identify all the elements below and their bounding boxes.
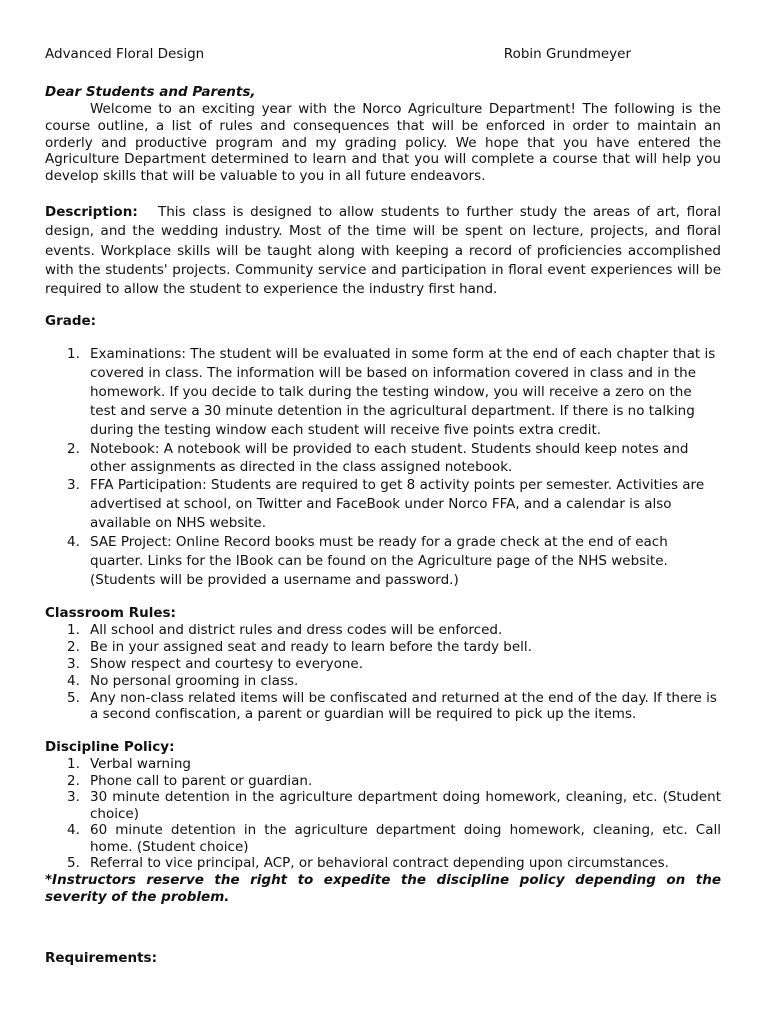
list-item xyxy=(45,756,721,773)
list-number: 4. xyxy=(67,534,80,551)
list-number: 2. xyxy=(67,772,80,789)
list-text: Any non-class related items will be confiscated and returned at the end of the day. If there is a second confiscation, a parent or guardian will be required to pick up the items. xyxy=(90,689,717,723)
intro-paragraph: Welcome to an exciting year with the Norco Agriculture Department! The following is the course outline, a list of rules and consequences that will be enforced in order to maintain an orderly and productive program and my grading policy. We hope that you have entered the Agriculture Department determined to learn and that you will complete a course that will help you develop skills that will be valuable to you in all future endeavors. xyxy=(45,101,721,185)
list-item xyxy=(45,345,721,440)
list-number: 1. xyxy=(67,346,80,363)
document-header xyxy=(45,44,721,64)
instructor-name: Robin Grundmeyer xyxy=(503,46,631,62)
description-text: This class is designed to allow students to further study the areas of art, floral design, and the wedding industry. Most of the time will be spent on lecture, projects, and floral events. Workplace skills will be taught along with keeping a record of proficiencies accomplished with the students' projects. Community service and participation in floral event experiences will be required to allow the student to experience the industry first hand. xyxy=(45,203,722,298)
list-item xyxy=(45,690,721,724)
discipline-note: *Instructors reserve the right to expedite the discipline policy depending on the severity of the problem. xyxy=(45,871,721,905)
list-number: 3. xyxy=(67,789,80,806)
grade-heading: Grade: xyxy=(45,313,97,330)
list-number: 1. xyxy=(67,756,80,773)
list-number: 1. xyxy=(67,622,80,639)
discipline-policy-heading: Discipline Policy: xyxy=(45,739,175,756)
list-number: 2. xyxy=(67,639,80,656)
list-item xyxy=(45,656,721,673)
list-item xyxy=(45,622,721,639)
list-text: No personal grooming in class. xyxy=(90,672,299,689)
list-text: Examinations: The student will be evaluated in some form at the end of each chapter that is covered in class. The information will be based on information covered in class and in the homework. If you decide to talk during the testing window, you will receive a zero on the test and serve a 30 minute detention in the agricultural department. If there is no talking during the testing window each student will receive five points extra credit. xyxy=(90,346,716,439)
list-text: FFA Participation: Students are required to get 8 activity points per semester. Activities are advertised at school, on Twitter and FaceBook under Norco FFA, and a calendar is also available on NHS website. xyxy=(90,477,705,532)
list-number: 3. xyxy=(67,477,80,494)
list-number: 4. xyxy=(67,822,80,839)
list-number: 5. xyxy=(67,855,80,872)
list-number: 5. xyxy=(67,689,80,706)
list-item xyxy=(45,476,721,533)
discipline-policy-list xyxy=(45,756,721,872)
requirements-heading: Requirements: xyxy=(45,950,157,966)
list-item xyxy=(45,789,721,822)
list-item xyxy=(45,639,721,656)
list-text: Referral to vice principal, ACP, or behavioral contract depending upon circumstances. xyxy=(90,855,669,872)
list-item xyxy=(45,533,721,590)
greeting: Dear Students and Parents, xyxy=(45,84,256,100)
list-text: 60 minute detention in the agriculture department doing homework, cleaning, etc. Call home. (Student choice) xyxy=(90,822,721,855)
classroom-rules-heading: Classroom Rules: xyxy=(45,605,176,622)
list-text: Verbal warning xyxy=(90,756,191,773)
list-text: Show respect and courtesy to everyone. xyxy=(90,656,363,673)
classroom-rules-list xyxy=(45,622,721,723)
list-item xyxy=(45,440,721,476)
list-item xyxy=(45,855,721,872)
list-text: Phone call to parent or guardian. xyxy=(90,772,313,789)
description-paragraph xyxy=(45,203,721,299)
list-text: Notebook: A notebook will be provided to each student. Students should keep notes and other assignments as directed in the class assigned notebook. xyxy=(90,441,689,476)
list-number: 3. xyxy=(67,656,80,673)
list-number: 4. xyxy=(67,672,80,689)
list-item xyxy=(45,773,721,790)
list-text: All school and district rules and dress codes will be enforced. xyxy=(90,622,503,639)
list-text: Be in your assigned seat and ready to learn before the tardy bell. xyxy=(90,639,532,656)
document-page xyxy=(45,44,721,906)
course-title: Advanced Floral Design xyxy=(45,46,205,62)
description-label: Description: xyxy=(45,203,138,220)
grade-list xyxy=(45,345,721,590)
list-text: SAE Project: Online Record books must be ready for a grade check at the end of each quarter. Links for the IBook can be found on the Agriculture page of the NHS website. (Students will be provided a username and password.) xyxy=(90,534,668,589)
list-number: 2. xyxy=(67,441,80,458)
list-text: 30 minute detention in the agriculture department doing homework, cleaning, etc. (Student choice) xyxy=(90,789,721,822)
list-item xyxy=(45,822,721,855)
list-item xyxy=(45,673,721,690)
